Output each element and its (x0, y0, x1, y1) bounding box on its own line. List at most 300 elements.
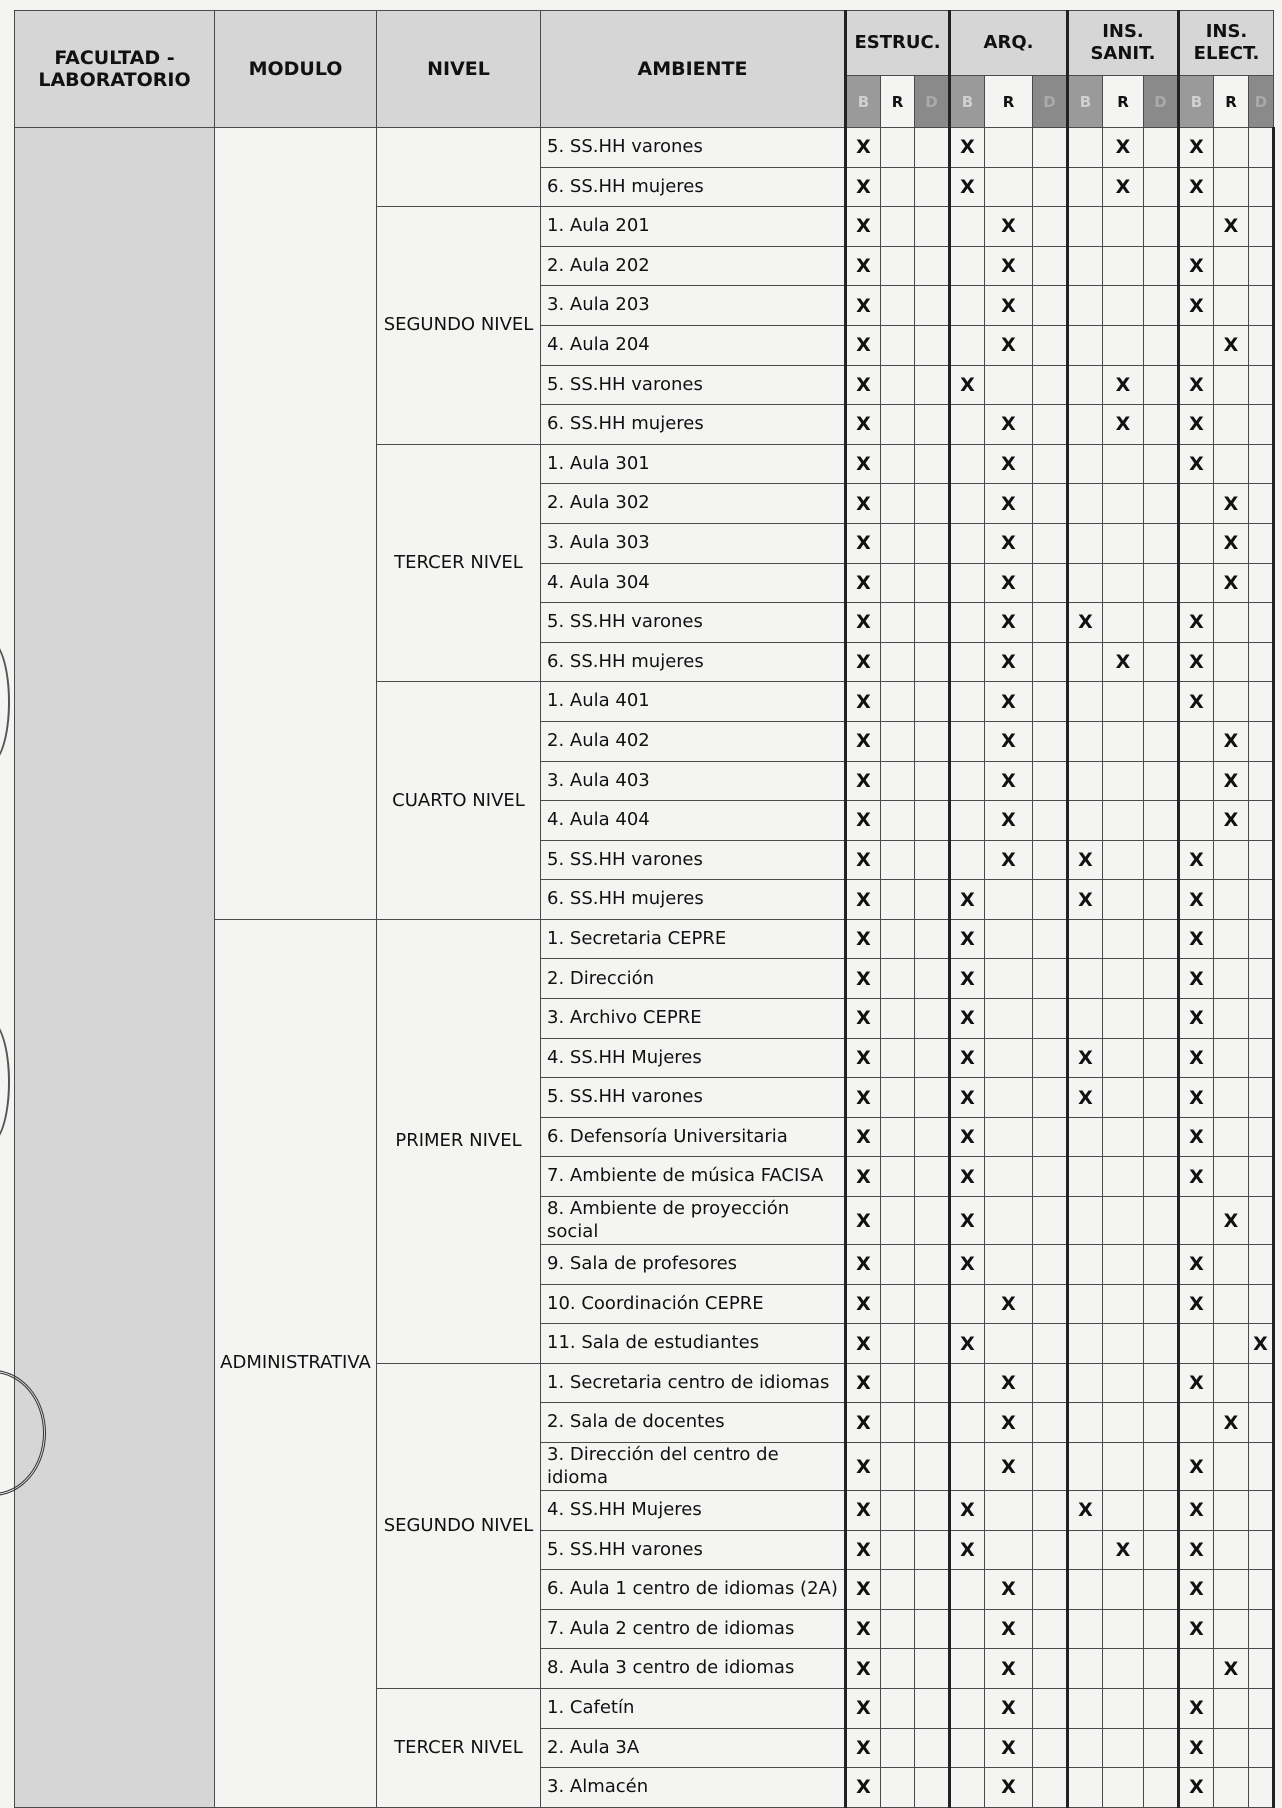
table-row (15, 128, 1274, 168)
check-mark: X (1179, 840, 1214, 880)
empty-cell (1103, 880, 1144, 920)
ambiente-cell: 1. Aula 401 (541, 682, 846, 722)
empty-cell (1214, 880, 1249, 920)
empty-cell (1068, 999, 1103, 1039)
empty-cell (985, 1324, 1033, 1364)
empty-cell (1249, 642, 1274, 682)
ambiente-cell: 7. Aula 2 centro de idiomas (541, 1609, 846, 1649)
empty-cell (1249, 444, 1274, 484)
check-mark: X (1179, 1688, 1214, 1728)
empty-cell (915, 761, 950, 801)
empty-cell (1103, 325, 1144, 365)
check-mark: X (1179, 1038, 1214, 1078)
empty-cell (1179, 721, 1214, 761)
empty-cell (1249, 1491, 1274, 1531)
empty-cell (1033, 919, 1068, 959)
header-sub-b: B (846, 76, 881, 128)
empty-cell (1068, 444, 1103, 484)
check-mark: X (1068, 1038, 1103, 1078)
check-mark: X (985, 1284, 1033, 1324)
empty-cell (1144, 1443, 1179, 1491)
empty-cell (881, 1649, 915, 1689)
empty-cell (1144, 840, 1179, 880)
empty-cell (881, 563, 915, 603)
check-mark: X (985, 563, 1033, 603)
check-mark: X (1214, 761, 1249, 801)
check-mark: X (1214, 563, 1249, 603)
check-mark: X (985, 1609, 1033, 1649)
check-mark: X (1179, 1443, 1214, 1491)
empty-cell (915, 484, 950, 524)
level-cell (377, 128, 541, 207)
check-mark: X (846, 246, 881, 286)
empty-cell (1214, 1609, 1249, 1649)
empty-cell (1068, 919, 1103, 959)
empty-cell (881, 999, 915, 1039)
empty-cell (1068, 642, 1103, 682)
check-mark: X (985, 444, 1033, 484)
empty-cell (1144, 603, 1179, 643)
ambiente-cell: 3. Aula 303 (541, 523, 846, 563)
ambiente-cell: 1. Aula 201 (541, 207, 846, 247)
empty-cell (1144, 207, 1179, 247)
empty-cell (1103, 1649, 1144, 1689)
header-sub-r: R (985, 76, 1033, 128)
empty-cell (1249, 1728, 1274, 1768)
empty-cell (915, 207, 950, 247)
empty-cell (881, 1117, 915, 1157)
check-mark: X (1214, 484, 1249, 524)
empty-cell (881, 959, 915, 999)
empty-cell (1033, 801, 1068, 841)
empty-cell (1249, 1284, 1274, 1324)
ambiente-cell: 2. Aula 302 (541, 484, 846, 524)
empty-cell (1068, 1649, 1103, 1689)
empty-cell (1144, 682, 1179, 722)
ambiente-cell: 2. Aula 3A (541, 1728, 846, 1768)
check-mark: X (985, 1363, 1033, 1403)
check-mark: X (950, 999, 985, 1039)
empty-cell (1033, 246, 1068, 286)
check-mark: X (846, 1157, 881, 1197)
empty-cell (915, 563, 950, 603)
ambiente-cell: 5. SS.HH varones (541, 603, 846, 643)
empty-cell (950, 1363, 985, 1403)
empty-cell (1103, 1078, 1144, 1118)
check-mark: X (846, 523, 881, 563)
check-mark: X (985, 1570, 1033, 1610)
empty-cell (1068, 1443, 1103, 1491)
empty-cell (1068, 1609, 1103, 1649)
empty-cell (1249, 682, 1274, 722)
empty-cell (881, 1443, 915, 1491)
empty-cell (915, 840, 950, 880)
empty-cell (1068, 207, 1103, 247)
empty-cell (1033, 1245, 1068, 1285)
empty-cell (881, 1688, 915, 1728)
empty-cell (881, 286, 915, 326)
empty-cell (1103, 1038, 1144, 1078)
empty-cell (1068, 1197, 1103, 1245)
empty-cell (1214, 1363, 1249, 1403)
empty-cell (1214, 1443, 1249, 1491)
facultad-cell (15, 128, 215, 1808)
empty-cell (950, 761, 985, 801)
empty-cell (1249, 761, 1274, 801)
check-mark: X (846, 721, 881, 761)
empty-cell (1214, 1728, 1249, 1768)
check-mark: X (1214, 1403, 1249, 1443)
level-cell: TERCER NIVEL (377, 444, 541, 682)
check-mark: X (846, 959, 881, 999)
ambiente-cell: 6. SS.HH mujeres (541, 880, 846, 920)
empty-cell (915, 1197, 950, 1245)
empty-cell (915, 1245, 950, 1285)
empty-cell (1033, 325, 1068, 365)
empty-cell (881, 1157, 915, 1197)
empty-cell (1033, 999, 1068, 1039)
empty-cell (1214, 1324, 1249, 1364)
check-mark: X (950, 128, 985, 168)
check-mark: X (950, 1324, 985, 1364)
check-mark: X (846, 128, 881, 168)
header-ambiente: AMBIENTE (541, 11, 846, 128)
header-group-ins-elect: INS. ELECT. (1179, 11, 1274, 76)
empty-cell (915, 1038, 950, 1078)
empty-cell (985, 167, 1033, 207)
empty-cell (950, 801, 985, 841)
empty-cell (1249, 999, 1274, 1039)
empty-cell (915, 1688, 950, 1728)
empty-cell (1033, 880, 1068, 920)
empty-cell (1068, 325, 1103, 365)
empty-cell (950, 1768, 985, 1808)
ambiente-cell: 6. Aula 1 centro de idiomas (2A) (541, 1570, 846, 1610)
empty-cell (950, 840, 985, 880)
ambiente-cell: 10. Coordinación CEPRE (541, 1284, 846, 1324)
empty-cell (1214, 405, 1249, 445)
ambiente-cell: 8. Aula 3 centro de idiomas (541, 1649, 846, 1689)
empty-cell (1249, 365, 1274, 405)
level-cell: SEGUNDO NIVEL (377, 1363, 541, 1688)
ambiente-cell: 2. Sala de docentes (541, 1403, 846, 1443)
level-cell: CUARTO NIVEL (377, 682, 541, 920)
stamp-fragment (0, 640, 10, 764)
ambiente-cell: 4. SS.HH Mujeres (541, 1491, 846, 1531)
empty-cell (1249, 919, 1274, 959)
ambiente-cell: 1. Cafetín (541, 1688, 846, 1728)
empty-cell (881, 1363, 915, 1403)
empty-cell (1249, 1649, 1274, 1689)
check-mark: X (1214, 1197, 1249, 1245)
empty-cell (1249, 286, 1274, 326)
header-group-ins-sanit: INS. SANIT. (1068, 11, 1179, 76)
empty-cell (1033, 1768, 1068, 1808)
ambiente-cell: 2. Aula 202 (541, 246, 846, 286)
table-body (15, 128, 1274, 1808)
empty-cell (950, 286, 985, 326)
check-mark: X (846, 563, 881, 603)
ambiente-cell: 9. Sala de profesores (541, 1245, 846, 1285)
check-mark: X (1179, 1609, 1214, 1649)
check-mark: X (846, 365, 881, 405)
empty-cell (950, 207, 985, 247)
empty-cell (1249, 721, 1274, 761)
empty-cell (1144, 1117, 1179, 1157)
check-mark: X (950, 1245, 985, 1285)
check-mark: X (846, 325, 881, 365)
empty-cell (1068, 563, 1103, 603)
empty-cell (1068, 682, 1103, 722)
check-mark: X (985, 721, 1033, 761)
empty-cell (1144, 128, 1179, 168)
ambiente-cell: 6. Defensoría Universitaria (541, 1117, 846, 1157)
check-mark: X (985, 801, 1033, 841)
empty-cell (1144, 959, 1179, 999)
empty-cell (881, 642, 915, 682)
check-mark: X (1179, 167, 1214, 207)
check-mark: X (1068, 840, 1103, 880)
header-group-estruc: ESTRUC. (846, 11, 950, 76)
empty-cell (985, 1117, 1033, 1157)
empty-cell (1033, 128, 1068, 168)
empty-cell (985, 1491, 1033, 1531)
empty-cell (1249, 959, 1274, 999)
empty-cell (950, 1728, 985, 1768)
empty-cell (1033, 603, 1068, 643)
empty-cell (1144, 999, 1179, 1039)
empty-cell (985, 1530, 1033, 1570)
ambiente-cell: 8. Ambiente de proyección social (541, 1197, 846, 1245)
empty-cell (881, 880, 915, 920)
header-sub-b: B (1179, 76, 1214, 128)
empty-cell (1179, 761, 1214, 801)
empty-cell (1103, 563, 1144, 603)
empty-cell (1249, 207, 1274, 247)
check-mark: X (950, 959, 985, 999)
empty-cell (915, 682, 950, 722)
empty-cell (1033, 563, 1068, 603)
check-mark: X (1214, 801, 1249, 841)
empty-cell (881, 523, 915, 563)
check-mark: X (846, 642, 881, 682)
empty-cell (1033, 1443, 1068, 1491)
empty-cell (1144, 1570, 1179, 1610)
empty-cell (1249, 1245, 1274, 1285)
empty-cell (915, 1728, 950, 1768)
empty-cell (1249, 1768, 1274, 1808)
empty-cell (915, 444, 950, 484)
empty-cell (915, 1157, 950, 1197)
empty-cell (915, 286, 950, 326)
ambiente-cell: 3. Aula 203 (541, 286, 846, 326)
empty-cell (950, 1609, 985, 1649)
empty-cell (1033, 405, 1068, 445)
empty-cell (1144, 1491, 1179, 1531)
ambiente-cell: 1. Aula 301 (541, 444, 846, 484)
empty-cell (1249, 1688, 1274, 1728)
empty-cell (881, 1324, 915, 1364)
ambiente-cell: 1. Secretaria centro de idiomas (541, 1363, 846, 1403)
empty-cell (950, 603, 985, 643)
check-mark: X (985, 325, 1033, 365)
empty-cell (1214, 642, 1249, 682)
empty-cell (1033, 1609, 1068, 1649)
empty-cell (1103, 484, 1144, 524)
empty-cell (1103, 761, 1144, 801)
empty-cell (1033, 1197, 1068, 1245)
empty-cell (1249, 1197, 1274, 1245)
empty-cell (1249, 1117, 1274, 1157)
empty-cell (915, 325, 950, 365)
empty-cell (1179, 801, 1214, 841)
empty-cell (950, 1403, 985, 1443)
empty-cell (1179, 325, 1214, 365)
check-mark: X (1103, 642, 1144, 682)
empty-cell (1144, 801, 1179, 841)
check-mark: X (1068, 1491, 1103, 1531)
empty-cell (1144, 1038, 1179, 1078)
empty-cell (1103, 1570, 1144, 1610)
empty-cell (950, 325, 985, 365)
empty-cell (881, 246, 915, 286)
empty-cell (1103, 1609, 1144, 1649)
empty-cell (1033, 1570, 1068, 1610)
empty-cell (915, 1609, 950, 1649)
empty-cell (1144, 1609, 1179, 1649)
ambiente-cell: 4. Aula 204 (541, 325, 846, 365)
ambiente-cell: 4. Aula 304 (541, 563, 846, 603)
empty-cell (1103, 1117, 1144, 1157)
check-mark: X (1068, 880, 1103, 920)
module-cell (215, 128, 377, 920)
empty-cell (1103, 919, 1144, 959)
empty-cell (985, 365, 1033, 405)
empty-cell (915, 642, 950, 682)
check-mark: X (1179, 1363, 1214, 1403)
ambiente-cell: 3. Archivo CEPRE (541, 999, 846, 1039)
empty-cell (1103, 286, 1144, 326)
empty-cell (1249, 1157, 1274, 1197)
check-mark: X (985, 1649, 1033, 1689)
empty-cell (1103, 801, 1144, 841)
empty-cell (1033, 1728, 1068, 1768)
empty-cell (1179, 523, 1214, 563)
check-mark: X (846, 761, 881, 801)
check-mark: X (1179, 999, 1214, 1039)
empty-cell (915, 1768, 950, 1808)
check-mark: X (985, 286, 1033, 326)
check-mark: X (1179, 959, 1214, 999)
empty-cell (1144, 246, 1179, 286)
empty-cell (1103, 246, 1144, 286)
check-mark: X (1179, 1157, 1214, 1197)
inspection-table-container (14, 10, 1275, 1808)
empty-cell (1144, 484, 1179, 524)
empty-cell (950, 563, 985, 603)
empty-cell (1033, 523, 1068, 563)
check-mark: X (846, 1117, 881, 1157)
empty-cell (1214, 959, 1249, 999)
empty-cell (1068, 484, 1103, 524)
check-mark: X (985, 523, 1033, 563)
check-mark: X (1214, 523, 1249, 563)
check-mark: X (846, 1649, 881, 1689)
empty-cell (881, 1197, 915, 1245)
empty-cell (950, 721, 985, 761)
empty-cell (1249, 1038, 1274, 1078)
empty-cell (1214, 1688, 1249, 1728)
empty-cell (1033, 1117, 1068, 1157)
empty-cell (1249, 405, 1274, 445)
empty-cell (1103, 603, 1144, 643)
ambiente-cell: 3. Aula 403 (541, 761, 846, 801)
stamp-fragment (0, 1020, 10, 1144)
check-mark: X (1068, 1078, 1103, 1118)
empty-cell (1214, 1117, 1249, 1157)
check-mark: X (846, 405, 881, 445)
empty-cell (1144, 1649, 1179, 1689)
check-mark: X (1179, 1078, 1214, 1118)
empty-cell (1144, 325, 1179, 365)
check-mark: X (846, 1570, 881, 1610)
empty-cell (1144, 721, 1179, 761)
empty-cell (985, 1197, 1033, 1245)
check-mark: X (1179, 682, 1214, 722)
empty-cell (1179, 1324, 1214, 1364)
ambiente-cell: 4. Aula 404 (541, 801, 846, 841)
check-mark: X (985, 246, 1033, 286)
check-mark: X (846, 286, 881, 326)
level-cell: TERCER NIVEL (377, 1688, 541, 1807)
empty-cell (915, 1443, 950, 1491)
check-mark: X (1249, 1324, 1274, 1364)
empty-cell (1033, 1078, 1068, 1118)
empty-cell (1144, 444, 1179, 484)
empty-cell (1179, 1403, 1214, 1443)
check-mark: X (846, 1609, 881, 1649)
check-mark: X (846, 484, 881, 524)
check-mark: X (1214, 207, 1249, 247)
empty-cell (1103, 444, 1144, 484)
empty-cell (1144, 1403, 1179, 1443)
empty-cell (915, 721, 950, 761)
empty-cell (985, 959, 1033, 999)
empty-cell (950, 444, 985, 484)
empty-cell (1068, 128, 1103, 168)
empty-cell (915, 167, 950, 207)
header-modulo: MODULO (215, 11, 377, 128)
empty-cell (1068, 1768, 1103, 1808)
empty-cell (1214, 682, 1249, 722)
empty-cell (1068, 1324, 1103, 1364)
check-mark: X (950, 1117, 985, 1157)
check-mark: X (1179, 1768, 1214, 1808)
empty-cell (1103, 1728, 1144, 1768)
empty-cell (1144, 761, 1179, 801)
check-mark: X (1103, 167, 1144, 207)
empty-cell (1144, 1363, 1179, 1403)
empty-cell (915, 1078, 950, 1118)
ambiente-cell: 5. SS.HH varones (541, 365, 846, 405)
empty-cell (1068, 1245, 1103, 1285)
empty-cell (915, 365, 950, 405)
empty-cell (881, 1491, 915, 1531)
empty-cell (881, 682, 915, 722)
empty-cell (1033, 1324, 1068, 1364)
empty-cell (1103, 1403, 1144, 1443)
ambiente-cell: 4. SS.HH Mujeres (541, 1038, 846, 1078)
